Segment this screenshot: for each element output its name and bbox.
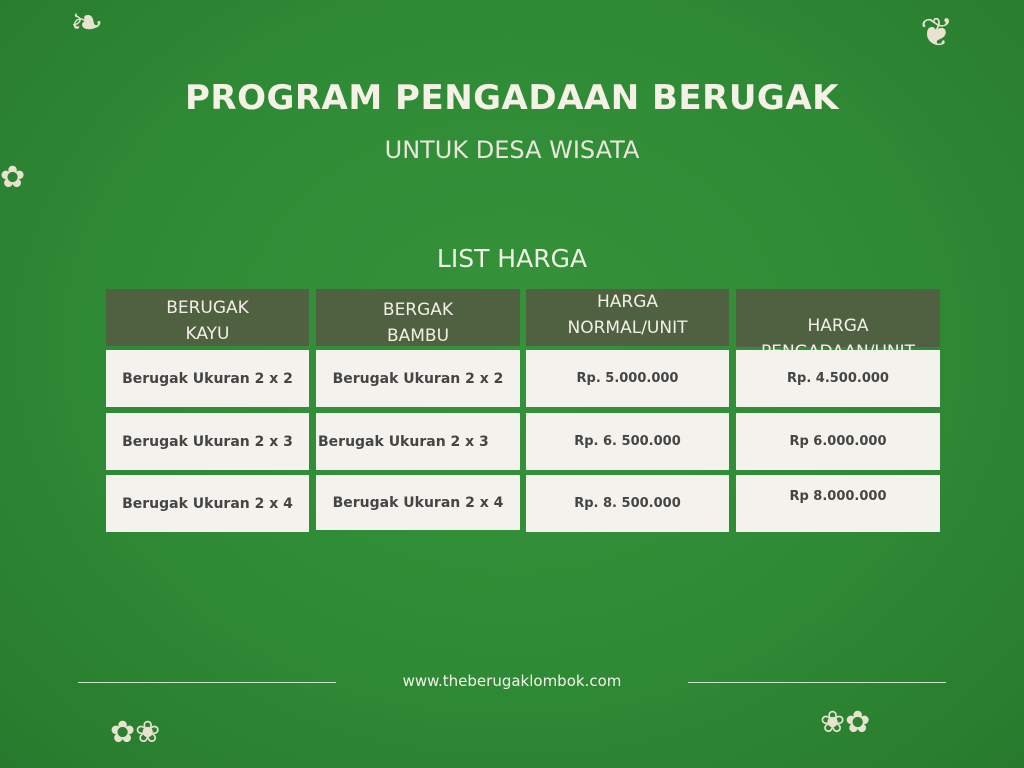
table-header: BERUGAK KAYU <box>106 289 309 346</box>
flower-decoration-icon: ❀✿ <box>820 705 871 740</box>
table-cell: Rp. 4.500.000 <box>736 350 940 407</box>
table-header: BERGAK BAMBU <box>316 289 520 346</box>
table-cell: Berugak Ukuran 2 x 4 <box>316 475 520 530</box>
table-cell: Rp. 8. 500.000 <box>526 475 729 532</box>
table-cell: Berugak Ukuran 2 x 3 <box>316 413 520 470</box>
table-cell: Rp. 5.000.000 <box>526 350 729 407</box>
table-cell: Berugak Ukuran 2 x 4 <box>106 475 309 532</box>
flower-decoration-icon: ✿ <box>0 160 26 195</box>
table-cell: Berugak Ukuran 2 x 2 <box>316 350 520 407</box>
table-cell: Rp 8.000.000 <box>736 475 940 532</box>
page-title: PROGRAM PENGADAAN BERUGAK <box>184 78 840 118</box>
table-header: HARGA <box>736 289 940 347</box>
flower-decoration-icon: ✿❀ <box>110 715 161 750</box>
table-header: HARGA NORMAL/UNIT <box>526 289 729 346</box>
table-cell: Rp 6.000.000 <box>736 413 940 470</box>
table-cell: Berugak Ukuran 2 x 3 <box>106 413 309 470</box>
table-cell: Berugak Ukuran 2 x 2 <box>106 350 309 407</box>
leaf-decoration-icon: ❧ <box>70 0 104 46</box>
website-link[interactable]: www.theberugaklombok.com <box>402 672 622 690</box>
section-heading: LIST HARGA <box>436 244 588 273</box>
table-cell: Rp. 6. 500.000 <box>526 413 729 470</box>
page-subtitle: UNTUK DESA WISATA <box>384 136 640 164</box>
leaf-decoration-icon: ❦ <box>920 10 954 56</box>
